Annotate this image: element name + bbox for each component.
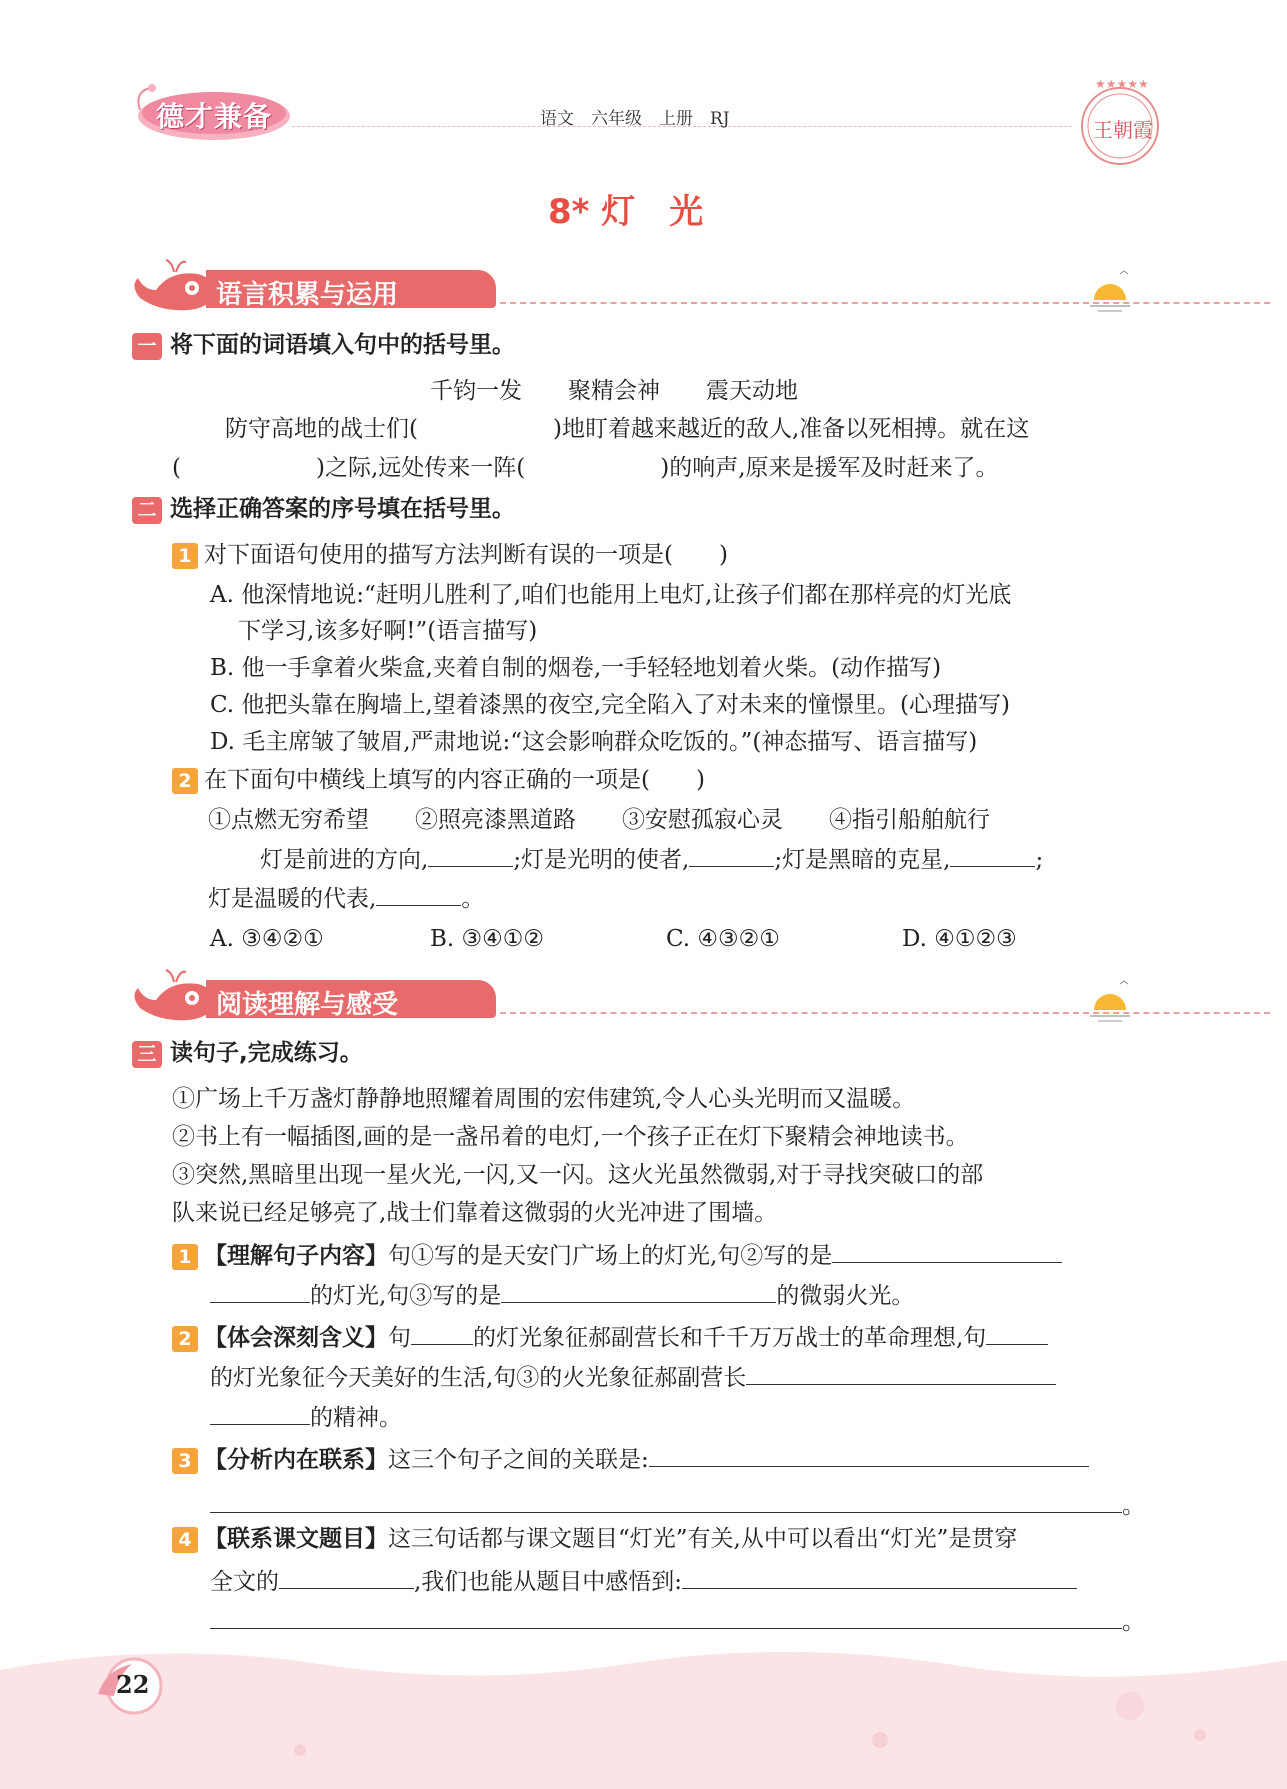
- q2-s2-blank-3[interactable]: [950, 844, 1035, 867]
- q3-sub4-end: 。: [1122, 1609, 1145, 1635]
- brand-text: 德才兼备: [156, 100, 273, 133]
- q3-sub1-line2: [210, 1280, 914, 1311]
- q3-sub2-text-a: 句: [388, 1325, 411, 1351]
- q2-s2-blank-2[interactable]: [689, 844, 774, 867]
- q2-sub1-option-a-line1: A. 他深情地说:“赶明儿胜利了,咱们也能用上电灯,让孩子们都在那样亮的灯光底: [210, 582, 1012, 608]
- q3-passage-3a: ③突然,黑暗里出现一星火光,一闪,又一闪。这火光虽然微弱,对于寻找突破口的部: [172, 1162, 984, 1188]
- brand-logo: [132, 82, 292, 142]
- seal-text: 王朝霞: [1093, 118, 1153, 142]
- lesson-title: 8* 灯 光: [548, 192, 704, 232]
- section-title: 阅读理解与感受: [216, 990, 399, 1020]
- q2-sub2-sentence-2: [208, 883, 484, 914]
- q3-sub2-number: 2: [172, 1326, 198, 1352]
- q1-text-2c: )的响声,原来是援军及时赶来了。: [660, 455, 999, 481]
- q2-sub1-option-d: D. 毛主席皱了皱眉,严肃地说:“这会影响群众吃饭的。”(神态描写、语言描写): [210, 729, 978, 755]
- q3-sub2-line3: [210, 1402, 402, 1433]
- q3-sub2-text-b: 的灯光象征郝副营长和千千万万战士的革命理想,句: [473, 1325, 987, 1351]
- q3-sub2-blank-1[interactable]: [411, 1322, 473, 1345]
- q1-text-2a: (: [172, 455, 181, 481]
- q2-sub2-choice-c: C. ④③②①: [666, 926, 780, 952]
- q2-sub2-text: 在下面句中横线上填写的内容正确的一项是( ): [204, 767, 705, 793]
- q2-sub1-number: 1: [172, 543, 198, 569]
- q2-sub1-option-b: B. 他一手拿着火柴盒,夹着自制的烟卷,一手轻轻地划着火柴。(动作描写): [210, 655, 942, 681]
- q2-sub2-phrases: ①点燃无穷希望 ②照亮漆黑道路 ③安慰孤寂心灵 ④指引船舶航行: [208, 807, 990, 833]
- q3-sub2-line1: [172, 1322, 1048, 1353]
- author-seal: [1075, 76, 1165, 166]
- section-divider: [500, 1012, 1270, 1014]
- q1-text-1a: 防守高地的战士们(: [225, 416, 418, 442]
- q2-s2-text-b: ;灯是光明的使者,: [513, 847, 690, 873]
- section-divider: [500, 302, 1270, 304]
- q3-sub1-blank-1[interactable]: [832, 1240, 1062, 1263]
- question-1-title: 将下面的词语填入句中的括号里。: [170, 332, 515, 358]
- q2-s2-text-f: 。: [461, 886, 485, 912]
- q3-sub2-text-c: 的灯光象征今天美好的生活,句③的火光象征郝副营长: [210, 1365, 747, 1391]
- q2-sub2-choice-a: A. ③④②①: [210, 926, 324, 952]
- subject-info: 语文 六年级 上册 RJ: [540, 109, 730, 129]
- q2-sub2-choice-b: B. ③④①②: [430, 926, 545, 952]
- sunset-icon: [1080, 974, 1140, 1024]
- q3-sub4-blank-2[interactable]: [682, 1566, 1077, 1589]
- q3-sub4-text-c: ,我们也能从题目中感悟到:: [414, 1569, 683, 1595]
- sunset-icon: [1080, 264, 1140, 314]
- section-title: 语言积累与运用: [216, 280, 399, 310]
- q2-sub1-stem: [172, 540, 728, 570]
- q2-sub2-number: 2: [172, 768, 198, 794]
- q3-sub3-tag: 【分析内在联系】: [204, 1447, 388, 1473]
- q3-passage-1: ①广场上千万盏灯静静地照耀着周围的宏伟建筑,令人心头光明而又温暖。: [172, 1086, 916, 1112]
- q2-sub2-choice-d: D. ④①②③: [902, 926, 1017, 952]
- q3-sub4-blank-3[interactable]: [210, 1606, 1122, 1629]
- section-header-2: [130, 966, 1140, 1026]
- q2-s2-text-a: 灯是前进的方向,: [260, 847, 429, 873]
- q3-sub4-line1: [172, 1524, 1017, 1554]
- q3-sub4-text-b: 全文的: [210, 1569, 279, 1595]
- q3-sub3-line1: [172, 1444, 1089, 1475]
- q3-sub1-line1: [172, 1240, 1062, 1271]
- section-header-1: [130, 256, 1140, 316]
- q2-sub1-text: 对下面语句使用的描写方法判断有误的一项是( ): [204, 542, 728, 568]
- question-1-heading: [132, 330, 515, 360]
- word-bank: 千钧一发 聚精会神 震天动地: [430, 378, 798, 404]
- q3-sub2-tag: 【体会深刻含义】: [204, 1325, 388, 1351]
- q3-sub1-text-a: 句①写的是天安门广场上的灯光,句②写的是: [388, 1243, 833, 1269]
- q1-sentence-line-1: [225, 414, 1029, 444]
- q3-sub1-text-b: 的灯光,句③写的是: [310, 1283, 502, 1309]
- question-3-heading: [132, 1038, 363, 1068]
- q3-sub4-blank-1[interactable]: [279, 1566, 414, 1589]
- q3-sub3-blank-2[interactable]: [210, 1490, 1122, 1513]
- question-2-title: 选择正确答案的序号填在括号里。: [170, 496, 515, 522]
- q3-sub3-end: 。: [1122, 1493, 1145, 1519]
- q3-sub4-line3: [210, 1606, 1145, 1637]
- q3-sub1-blank-2[interactable]: [210, 1280, 310, 1303]
- q3-sub3-number: 3: [172, 1448, 198, 1474]
- q3-sub2-line2: [210, 1362, 1056, 1393]
- page-number-badge: [92, 1650, 172, 1730]
- q1-sentence-line-2: [172, 453, 999, 483]
- q3-passage-2: ②书上有一幅插图,画的是一盏吊着的电灯,一个孩子正在灯下聚精会神地读书。: [172, 1124, 969, 1150]
- q3-sub1-blank-3[interactable]: [501, 1280, 776, 1303]
- question-1-badge: 一: [132, 333, 162, 360]
- q2-s2-blank-1[interactable]: [428, 844, 513, 867]
- question-3-badge: 三: [132, 1041, 162, 1068]
- question-2-badge: 二: [132, 497, 162, 524]
- q2-sub1-option-c: C. 他把头靠在胸墙上,望着漆黑的夜空,完全陷入了对未来的憧憬里。(心理描写): [210, 692, 1010, 718]
- page-number: 22: [116, 1670, 150, 1699]
- q3-sub1-tag: 【理解句子内容】: [204, 1243, 388, 1269]
- q2-sub1-option-a-line2: 下学习,该多好啊!”(语言描写): [238, 618, 538, 644]
- q3-sub3-text-a: 这三个句子之间的关联是:: [388, 1447, 649, 1473]
- q2-sub2-sentence-1: [260, 844, 1043, 875]
- q3-sub2-blank-2[interactable]: [986, 1322, 1048, 1345]
- q3-sub4-text-a: 这三句话都与课文题目“灯光”有关,从中可以看出“灯光”是贯穿: [388, 1526, 1018, 1552]
- q3-sub3-blank-1[interactable]: [649, 1444, 1089, 1467]
- svg-text:★★★★★: ★★★★★: [1095, 77, 1149, 91]
- footer-wave-background: [0, 1640, 1287, 1789]
- q2-s2-blank-4[interactable]: [376, 883, 461, 906]
- q3-sub2-blank-4[interactable]: [210, 1402, 310, 1425]
- q3-sub4-tag: 【联系课文题目】: [204, 1526, 388, 1552]
- q3-sub2-text-d: 的精神。: [310, 1405, 402, 1431]
- q2-s2-text-e: 灯是温暖的代表,: [208, 886, 377, 912]
- q3-sub3-line2: [210, 1490, 1145, 1521]
- q1-text-1b: )地盯着越来越近的敌人,准备以死相搏。就在这: [552, 416, 1030, 442]
- q3-passage-3b: 队来说已经足够亮了,战士们靠着这微弱的火光冲进了围墙。: [172, 1200, 778, 1226]
- q3-sub4-number: 4: [172, 1527, 198, 1553]
- question-3-title: 读句子,完成练习。: [170, 1040, 363, 1066]
- q3-sub1-text-c: 的微弱火光。: [776, 1283, 915, 1309]
- q2-sub2-stem: [172, 765, 705, 795]
- question-2-heading: [132, 494, 515, 524]
- q2-s2-text-d: ;: [1035, 847, 1044, 873]
- q3-sub2-blank-3[interactable]: [746, 1362, 1056, 1385]
- q3-sub1-number: 1: [172, 1244, 198, 1270]
- q3-sub4-line2: [210, 1566, 1077, 1597]
- q2-s2-text-c: ;灯是黑暗的克星,: [774, 847, 951, 873]
- q1-text-2b: )之际,远处传来一阵(: [315, 455, 526, 481]
